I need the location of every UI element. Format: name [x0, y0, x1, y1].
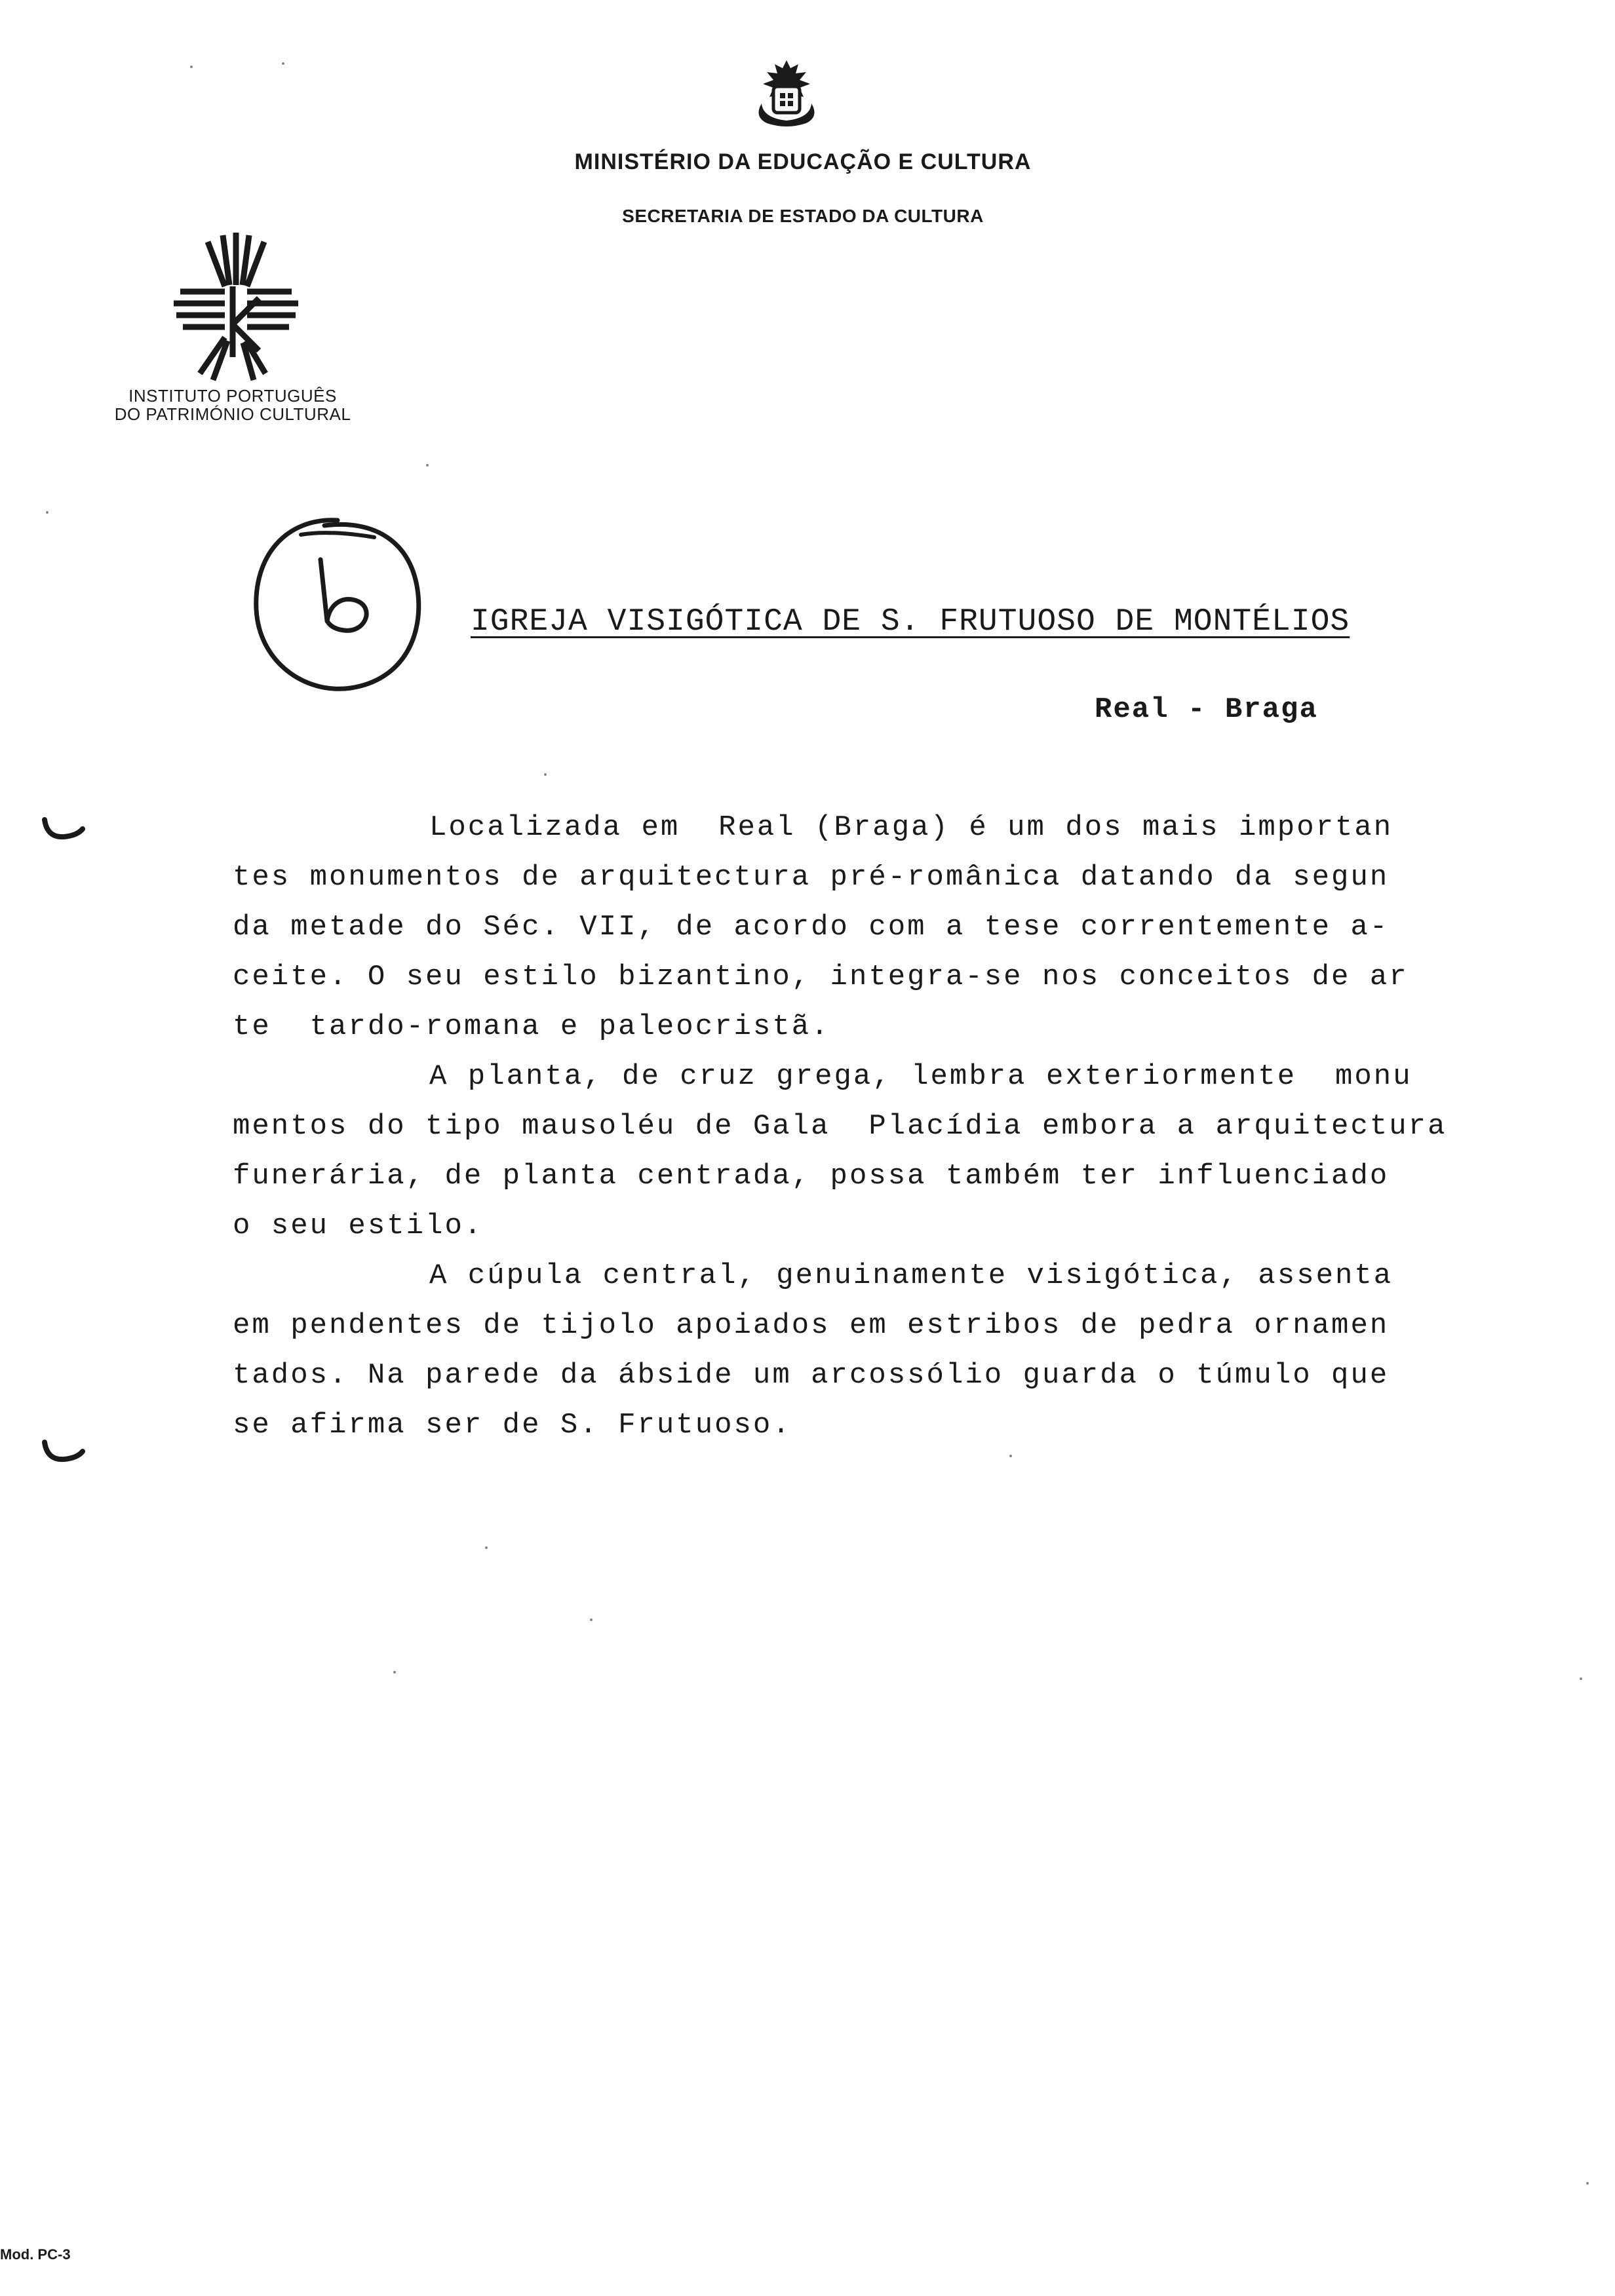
scan-speck: [282, 62, 284, 65]
institute-line1: INSTITUTO PORTUGUÊS: [128, 386, 337, 406]
ipc-logo-icon: [167, 226, 305, 387]
scan-speck: [426, 464, 429, 467]
form-code: Mod. PC-3: [0, 2246, 71, 2263]
document-body: [233, 803, 1478, 1450]
paragraph-3: [233, 1251, 1478, 1450]
paragraph-2: [233, 1052, 1478, 1251]
text-line: o seu estilo.: [233, 1210, 484, 1242]
paragraph-1: [233, 803, 1478, 1052]
text-line: te tardo-romana e paleocristã.: [233, 1010, 830, 1043]
text-line: da metade do Séc. VII, de acordo com a tese correntemente a-: [233, 911, 1390, 944]
text-line: mentos do tipo mausoléu de Gala Placídia embora a arquitectura: [233, 1110, 1447, 1143]
coat-of-arms-icon: [747, 58, 826, 130]
institute-line2: DO PATRIMÓNIO CULTURAL: [114, 404, 351, 424]
scan-speck: [1580, 1677, 1582, 1680]
text-line: Localizada em Real (Braga) é um dos mais importan: [429, 811, 1393, 844]
handwritten-circled-number: [246, 511, 429, 701]
document-title: IGREJA VISIGÓTICA DE S. FRUTUOSO DE MONTÉLIOS: [471, 604, 1350, 640]
text-line: tados. Na parede da ábside um arcossólio guarda o túmulo que: [233, 1359, 1390, 1392]
text-line: funerária, de planta centrada, possa também ter influenciado: [233, 1160, 1390, 1193]
text-line: em pendentes de tijolo apoiados em estribos de pedra ornamen: [233, 1309, 1390, 1342]
binder-mark-icon: [41, 816, 87, 842]
binder-mark-icon: [41, 1438, 87, 1464]
ministry-heading: MINISTÉRIO DA EDUCAÇÃO E CULTURA: [574, 149, 1032, 174]
scan-speck: [190, 66, 193, 68]
document-place: Real - Braga: [1095, 693, 1318, 726]
scan-speck: [1586, 2182, 1589, 2185]
text-line: se afirma ser de S. Frutuoso.: [233, 1409, 792, 1442]
text-line: A planta, de cruz grega, lembra exteriormente monu: [429, 1060, 1412, 1093]
secretaria-heading: SECRETARIA DE ESTADO DA CULTURA: [622, 206, 984, 226]
scan-speck: [590, 1618, 593, 1621]
text-line: A cúpula central, genuinamente visigótica, assenta: [429, 1259, 1393, 1292]
text-line: tes monumentos de arquitectura pré-românica datando da segun: [233, 861, 1390, 894]
scan-speck: [46, 511, 49, 514]
scan-speck: [1009, 1455, 1012, 1457]
text-line: ceite. O seu estilo bizantino, integra-se nos conceitos de ar: [233, 961, 1409, 993]
scan-speck: [544, 773, 547, 776]
institute-name: [79, 387, 387, 423]
scan-speck: [485, 1546, 488, 1549]
scan-speck: [393, 1671, 396, 1674]
